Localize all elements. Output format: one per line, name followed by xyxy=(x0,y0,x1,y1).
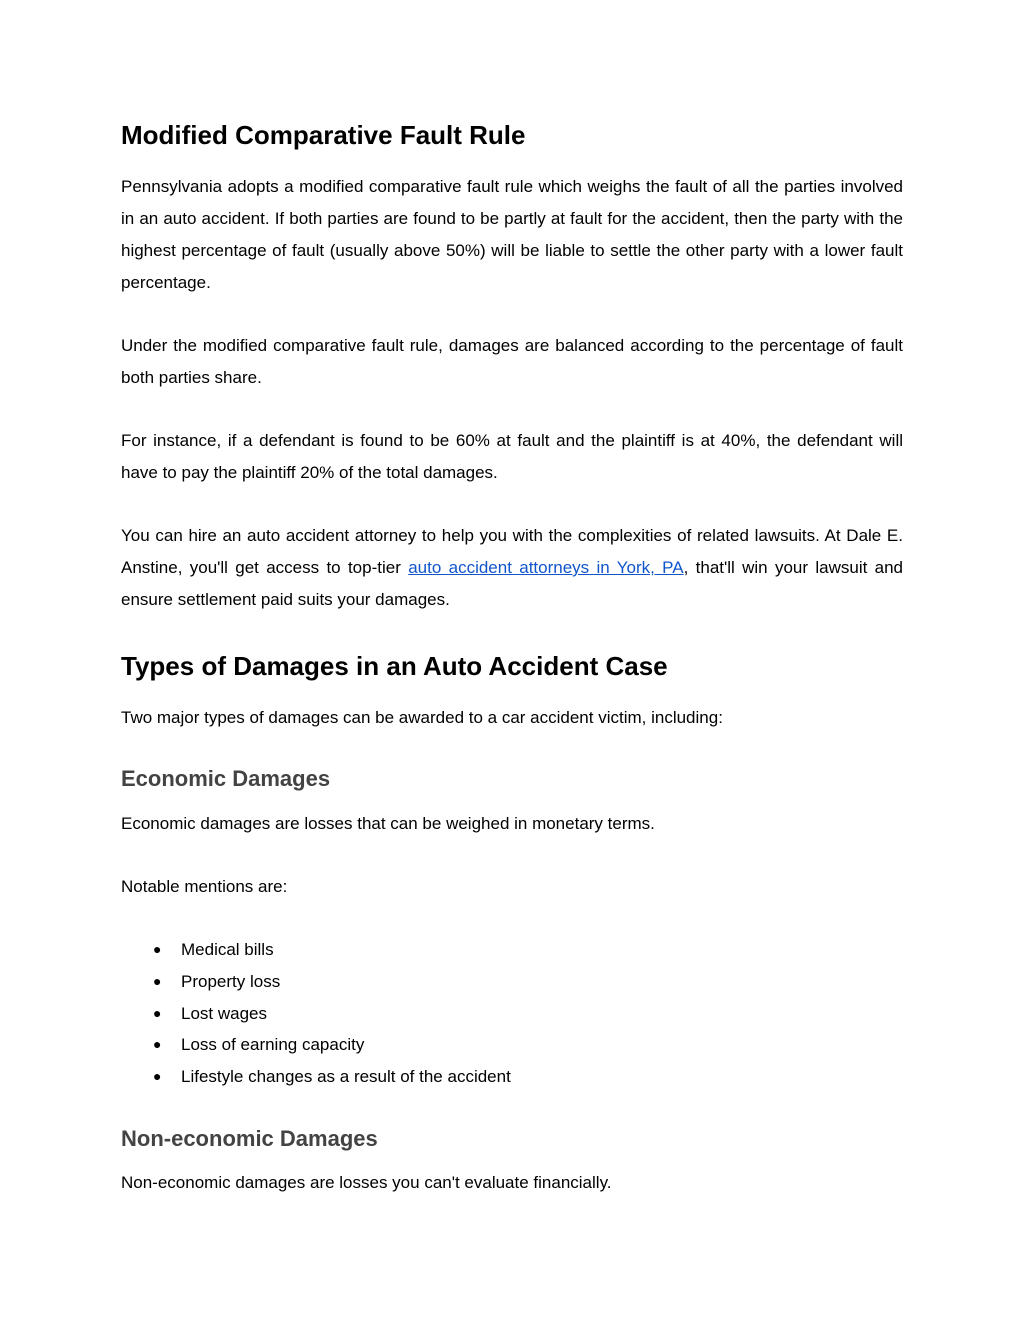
heading-modified-comparative-fault-rule: Modified Comparative Fault Rule xyxy=(121,120,526,150)
paragraph-hire-attorney-text-start: You can hire an auto accident attorney to help you with the complexities of related lawsuits. At Dale E. Anstine, you'll get access to top-tier xyxy=(121,526,903,577)
economic-damages-list xyxy=(121,934,511,1093)
heading-types-of-damages: Types of Damages in an Auto Accident Case xyxy=(121,651,668,681)
paragraph-notable-mentions: Notable mentions are: xyxy=(121,877,288,896)
list-item xyxy=(121,998,511,1030)
list-item-text: Loss of earning capacity xyxy=(181,1035,365,1055)
bullet-icon: ● xyxy=(153,1068,162,1085)
list-item-text: Property loss xyxy=(181,971,281,991)
list-item xyxy=(121,1061,511,1093)
list-item xyxy=(121,934,511,966)
paragraph-damages-balanced: Under the modified comparative fault rule, damages are balanced according to the percentage of fault both parties share. xyxy=(121,336,903,387)
paragraph-non-economic-definition: Non-economic damages are losses you can't evaluate financially. xyxy=(121,1173,612,1192)
paragraph-types-intro: Two major types of damages can be awarded to a car accident victim, including: xyxy=(121,708,723,727)
heading-non-economic-damages: Non-economic Damages xyxy=(121,1126,378,1151)
list-item-text: Lifestyle changes as a result of the accident xyxy=(181,1067,511,1087)
bullet-icon: ● xyxy=(153,1036,162,1053)
list-item-text: Medical bills xyxy=(181,940,274,959)
attorneys-york-pa-link[interactable]: auto accident attorneys in York, PA xyxy=(408,558,684,577)
list-item xyxy=(121,966,511,998)
paragraph-example: For instance, if a defendant is found to be 60% at fault and the plaintiff is at 40%, the defendant will have to pay the plaintiff 20% of the total damages. xyxy=(121,431,903,482)
bullet-icon: ● xyxy=(153,972,162,989)
bullet-icon: ● xyxy=(153,941,162,957)
list-item xyxy=(121,1029,511,1061)
list-item-text: Lost wages xyxy=(181,1003,267,1023)
paragraph-economic-definition: Economic damages are losses that can be weighed in monetary terms. xyxy=(121,814,655,833)
heading-economic-damages: Economic Damages xyxy=(121,766,331,791)
paragraph-hire-attorney-text-end: , that'll win your lawsuit and ensure settlement paid suits your damages. xyxy=(121,558,904,609)
bullet-icon: ● xyxy=(153,1004,162,1021)
paragraph-hire-attorney xyxy=(121,520,903,616)
paragraph-pennsylvania-rule: Pennsylvania adopts a modified comparative fault rule which weighs the fault of all the parties involved in an auto accident. If both parties are found to be partly at fault for the accident, then the party with the highest percentage of fault (usually above 50%) will be liable to settle the other party with a lower fault percentage. xyxy=(121,177,903,292)
